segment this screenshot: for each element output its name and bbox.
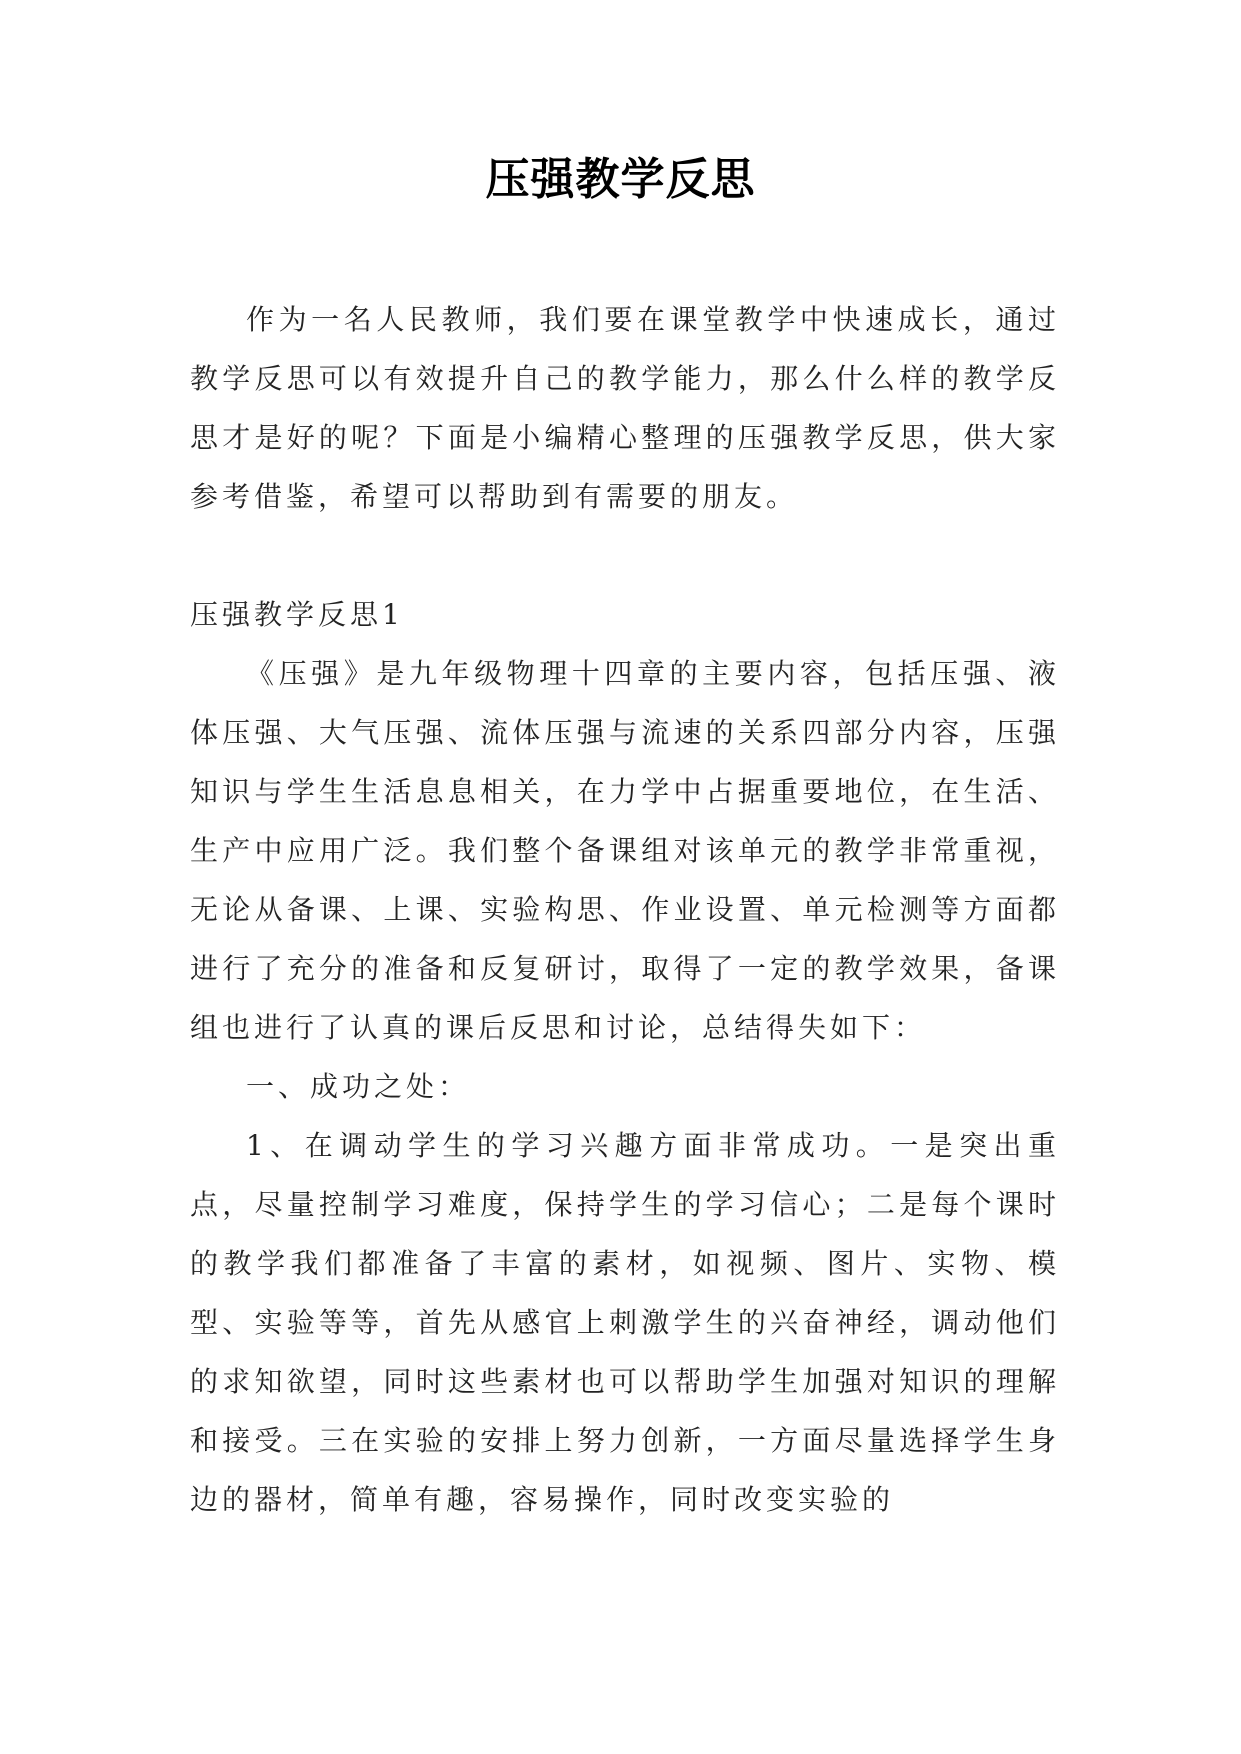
section-heading: 压强教学反思1 [190,598,404,631]
subsection-heading: 一、成功之处： [246,1070,471,1103]
document-body [190,290,1060,1529]
body-paragraph: 1、在调动学生的学习兴趣方面非常成功。一是突出重点，尽量控制学习难度，保持学生的学习信心；二是每个课时的教学我们都准备了丰富的素材，如视频、图片、实物、模型、实验等等，首先从感官上刺激学生的兴奋神经，调动他们的求知欲望，同时这些素材也可以帮助学生加强对知识的理解和接受。三在实验的安排上努力创新，一方面尽量选择学生身边的器材，简单有趣，容易操作，同时改变实验的 [190,1129,1060,1516]
body-paragraph: 《压强》是九年级物理十四章的主要内容，包括压强、液体压强、大气压强、流体压强与流速的关系四部分内容，压强知识与学生生活息息相关，在力学中占据重要地位，在生活、生产中应用广泛。我们整个备课组对该单元的教学非常重视，无论从备课、上课、实验构思、作业设置、单元检测等方面都进行了充分的准备和反复研讨，取得了一定的教学效果，备课组也进行了认真的课后反思和讨论，总结得失如下： [190,657,1060,1044]
document-title: 压强教学反思 [485,154,756,205]
intro-paragraph: 作为一名人民教师，我们要在课堂教学中快速成长，通过教学反思可以有效提升自己的教学能力，那么什么样的教学反思才是好的呢？下面是小编精心整理的压强教学反思，供大家参考借鉴，希望可以帮助到有需要的朋友。 [190,303,1060,513]
